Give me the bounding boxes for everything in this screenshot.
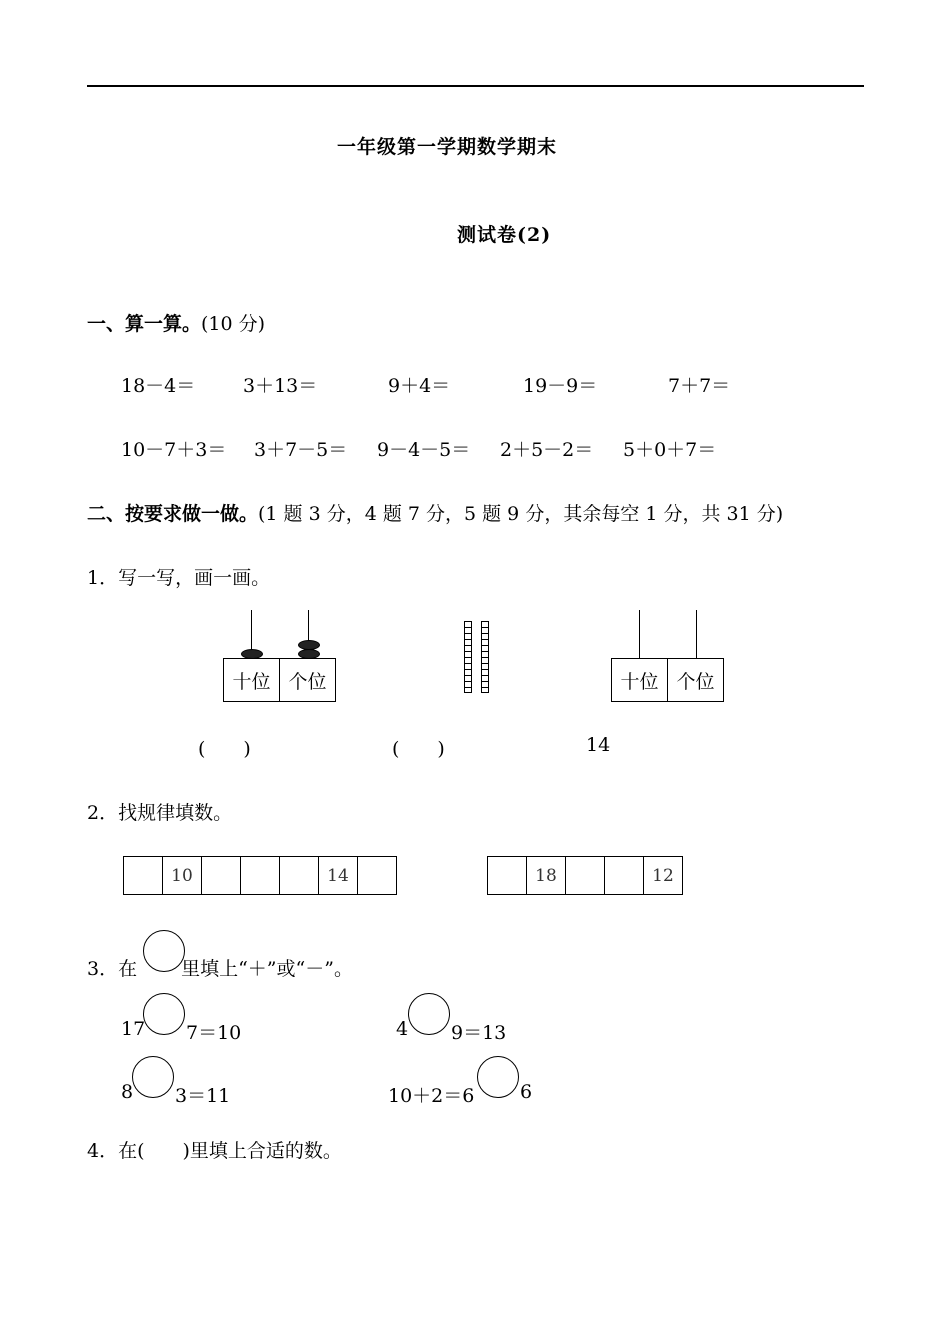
sequence-cell[interactable] [124, 857, 162, 894]
question-2-label: 2．找规律填数。 [87, 802, 233, 824]
sequence-cell[interactable] [488, 857, 526, 894]
calc-item: 3＋13＝ [243, 375, 318, 397]
sequence-cell: 12 [643, 857, 682, 894]
calc-item: 9＋4＝ [388, 375, 451, 397]
calc-item: 3＋7－5＝ [254, 439, 348, 461]
ten-stick-bundle [464, 621, 472, 693]
question-3-prefix: 3．在 [87, 958, 138, 980]
section-1-points: (10 分) [201, 313, 266, 335]
question-1-label: 1．写一写，画一画。 [87, 567, 271, 589]
sequence-cell[interactable] [565, 857, 604, 894]
sequence-row-1 [123, 856, 397, 895]
question-4-label: 4．在( )里填上合适的数。 [87, 1140, 342, 1162]
operator-circle[interactable] [477, 1056, 519, 1098]
given-number: 14 [586, 734, 611, 756]
section-2-points: (1 题 3 分，4 题 7 分，5 题 9 分，其余每空 1 分，共 31 分) [258, 503, 784, 525]
sequence-cell: 10 [162, 857, 201, 894]
eq-left: 10＋2＝6 [388, 1085, 475, 1107]
page-subtitle: 测试卷(2) [457, 224, 552, 246]
eq-right: 7＝10 [186, 1022, 242, 1044]
sequence-row-2 [487, 856, 683, 895]
sequence-cell[interactable] [357, 857, 396, 894]
place-value-chart-2 [611, 658, 724, 702]
sequence-cell[interactable] [201, 857, 240, 894]
calc-item: 7＋7＝ [668, 375, 731, 397]
circle-icon [143, 930, 185, 972]
eq-left: 17 [121, 1018, 146, 1040]
tens-label: 十位 [620, 670, 659, 693]
top-rule [87, 85, 864, 87]
ten-stick-bundle [481, 621, 489, 693]
question-3-suffix: 里填上“＋”或“－”。 [181, 958, 353, 980]
eq-left: 4 [396, 1018, 409, 1040]
sequence-cell: 18 [526, 857, 565, 894]
calc-item: 5＋0＋7＝ [623, 439, 717, 461]
question-3-label [87, 954, 353, 981]
calc-item: 9－4－5＝ [377, 439, 471, 461]
eq-right: 9＝13 [451, 1022, 507, 1044]
sequence-cell[interactable] [279, 857, 318, 894]
abacus-rod [639, 610, 640, 658]
sequence-cell[interactable] [240, 857, 279, 894]
ones-label: 个位 [279, 659, 335, 701]
ones-label: 个位 [667, 659, 723, 701]
place-value-chart-1 [223, 658, 336, 702]
section-2-title: 二、按要求做一做。 [87, 503, 259, 525]
eq-right: 6 [520, 1081, 533, 1103]
eq-right: 3＝11 [175, 1085, 231, 1107]
calc-item: 18－4＝ [121, 375, 196, 397]
tens-label: 十位 [232, 670, 271, 693]
calc-item: 10－7＋3＝ [121, 439, 227, 461]
operator-circle[interactable] [408, 993, 450, 1035]
section-1-heading [87, 309, 265, 336]
section-2-heading [87, 499, 783, 526]
section-1-title: 一、算一算。 [87, 313, 202, 335]
abacus-rod [696, 610, 697, 658]
operator-circle[interactable] [132, 1056, 174, 1098]
eq-left: 8 [121, 1081, 134, 1103]
page-title: 一年级第一学期数学期末 [337, 136, 558, 158]
sequence-cell: 14 [318, 857, 357, 894]
operator-circle[interactable] [143, 993, 185, 1035]
answer-blank[interactable]: ( ) [392, 738, 445, 760]
calc-item: 19－9＝ [523, 375, 598, 397]
calc-item: 2＋5－2＝ [500, 439, 594, 461]
sequence-cell[interactable] [604, 857, 643, 894]
answer-blank[interactable]: ( ) [198, 738, 251, 760]
